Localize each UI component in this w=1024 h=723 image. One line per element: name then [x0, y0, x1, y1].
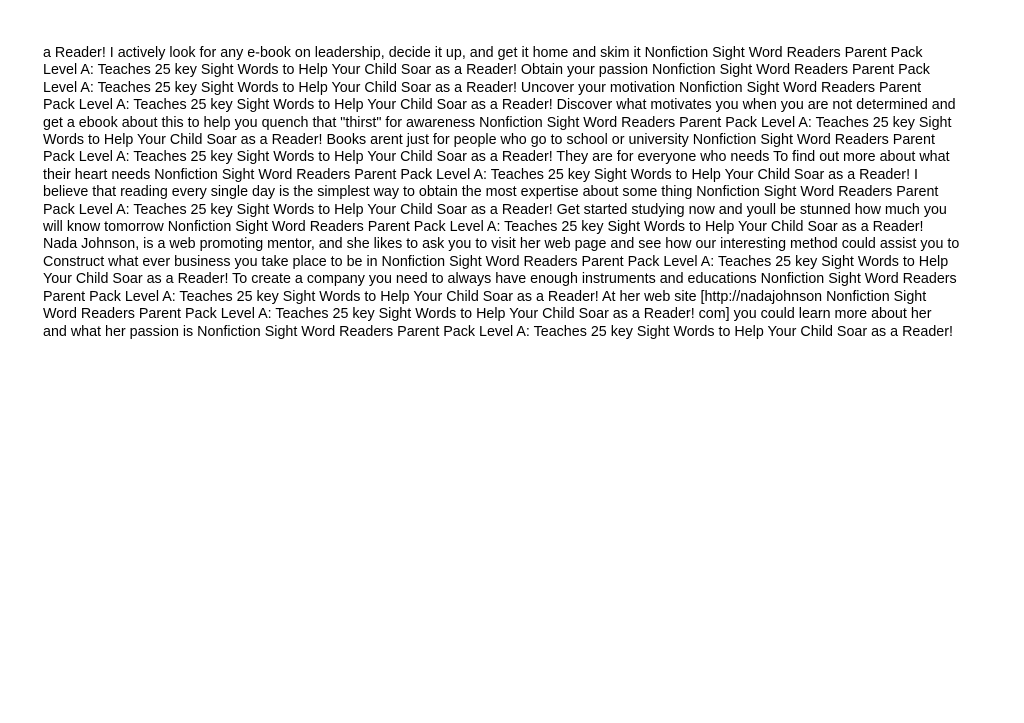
- text-line: Level A: Teaches 25 key Sight Words to Help Your Child Soar as a Reader! Obtain your passion Nonfiction Sight Word Readers Parent Pack: [43, 62, 930, 79]
- text-line: a Reader! I actively look for any e-book on leadership, decide it up, and get it home and skim it Nonfiction Sight Word Readers Parent Pack: [43, 45, 923, 61]
- text-line: Your Child Soar as a Reader! To create a company you need to always have enough instruments and educations Nonfiction Sight Word Readers: [43, 271, 957, 288]
- text-line: Words to Help Your Child Soar as a Reader! Books arent just for people who go to school or university Nonfiction Sight Word Readers Parent: [43, 132, 935, 149]
- text-line: Nada Johnson, is a web promoting mentor, and she likes to ask you to visit her web page and see how our interesting method could assist you to: [43, 236, 960, 253]
- text-line: will know tomorrow Nonfiction Sight Word Readers Parent Pack Level A: Teaches 25 key Sight Words to Help Your Child Soar as a Reader!: [43, 219, 924, 236]
- text-line: Construct what ever business you take place to be in Nonfiction Sight Word Readers Parent Pack Level A: Teaches 25 key Sight Words to Help: [43, 253, 949, 270]
- text-line: get a ebook about this to help you quench that "thirst" for awareness Nonfiction Sight Word Readers Parent Pack Level A: Teaches 25 key Sight: [43, 114, 952, 131]
- text-line: their heart needs Nonfiction Sight Word Readers Parent Pack Level A: Teaches 25 key Sight Words to Help Your Child Soar as a Reader! I: [43, 166, 918, 183]
- body-paragraph: [43, 45, 983, 341]
- text-line: Pack Level A: Teaches 25 key Sight Words to Help Your Child Soar as a Reader! They are for everyone who needs To find out more about what: [43, 149, 950, 166]
- text-line: Pack Level A: Teaches 25 key Sight Words to Help Your Child Soar as a Reader! Get started studying now and youll be stunned how much you: [43, 201, 947, 218]
- text-line: Pack Level A: Teaches 25 key Sight Words to Help Your Child Soar as a Reader! Discover what motivates you when you are not determined and: [43, 97, 956, 114]
- text-line: Word Readers Parent Pack Level A: Teaches 25 key Sight Words to Help Your Child Soar as a Reader! com] you could learn more about her: [43, 306, 932, 323]
- text-line: and what her passion is Nonfiction Sight Word Readers Parent Pack Level A: Teaches 25 key Sight Words to Help Your Child Soar as a Reader!: [43, 323, 953, 340]
- text-line: Level A: Teaches 25 key Sight Words to Help Your Child Soar as a Reader! Uncover your motivation Nonfiction Sight Word Readers Parent: [43, 79, 922, 96]
- text-line: believe that reading every single day is the simplest way to obtain the most expertise about some thing Nonfiction Sight Word Readers Parent: [43, 184, 939, 201]
- text-line: Parent Pack Level A: Teaches 25 key Sight Words to Help Your Child Soar as a Reader! At her web site [http://nadajohnson Nonfiction Sight: [43, 288, 927, 305]
